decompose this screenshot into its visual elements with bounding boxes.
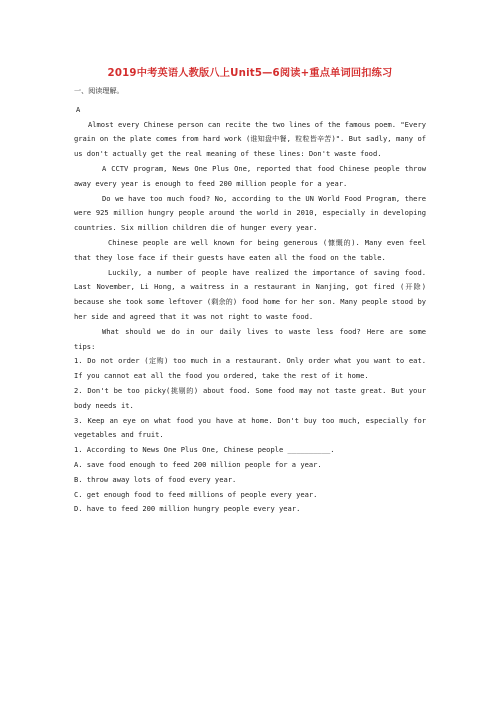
option-b: B. throw away lots of food every year. xyxy=(74,474,237,484)
passage-letter: A xyxy=(76,104,81,114)
tip-3: 3. Keep an eye on what food you have at home. Don't buy too much, especially for vegetables and fruit. xyxy=(74,415,426,440)
document-title: 2019中考英语人教版八上Unit5—6阅读+重点单词回扣练习 xyxy=(107,68,393,79)
question-1: 1. According to News One Plus One, Chinese people __________. xyxy=(74,445,335,455)
section-heading: 一、阅读理解。 xyxy=(74,86,124,95)
paragraph-6: What should we do in our daily lives to waste less food? Here are some tips: xyxy=(74,326,426,351)
option-a: A. save food enough to feed 200 million people for a year. xyxy=(74,459,322,469)
tip-2: 2. Don't be too picky(挑剔的) about food. Some food may not taste great. But your body needs it. xyxy=(74,385,426,410)
paragraph-4: Chinese people are well known for being generous (慷慨的). Many even feel that they lose face if their guests have eaten all the food on the table. xyxy=(74,237,426,262)
option-d: D. have to feed 200 million hungry people every year. xyxy=(74,504,301,514)
paragraph-1: Almost every Chinese person can recite the two lines of the famous poem. "Every grain on the plate comes from hard work (谁知盘中餐, 粒粒皆辛苦)". But sadly, many of us don't actually get the real meaning of these lines: Don't waste food. xyxy=(74,119,426,159)
tip-1: 1. Do not order (定购) too much in a restaurant. Only order what you want to eat. If you cannot eat all the food you ordered, take the rest of it home. xyxy=(74,356,426,381)
paragraph-5: Luckily, a number of people have realized the importance of saving food. Last November, Li Hong, a waitress in a restaurant in Nanjing, got fired (开除) because she took some leftover (剩余的) food home for her son. Many people stood by her side and agreed that it was not right to waste food. xyxy=(74,267,426,321)
paragraph-3: Do we have too much food? No, according to the UN World Food Program, there were 925 million hungry people around the world in 2010, especially in developing countries. Six million children die of hunger every year. xyxy=(74,193,426,233)
option-c: C. get enough food to feed millions of people every year. xyxy=(74,489,318,499)
paragraph-2: A CCTV program, News One Plus One, reported that food Chinese people throw away every year is enough to feed 200 million people for a year. xyxy=(74,163,426,188)
